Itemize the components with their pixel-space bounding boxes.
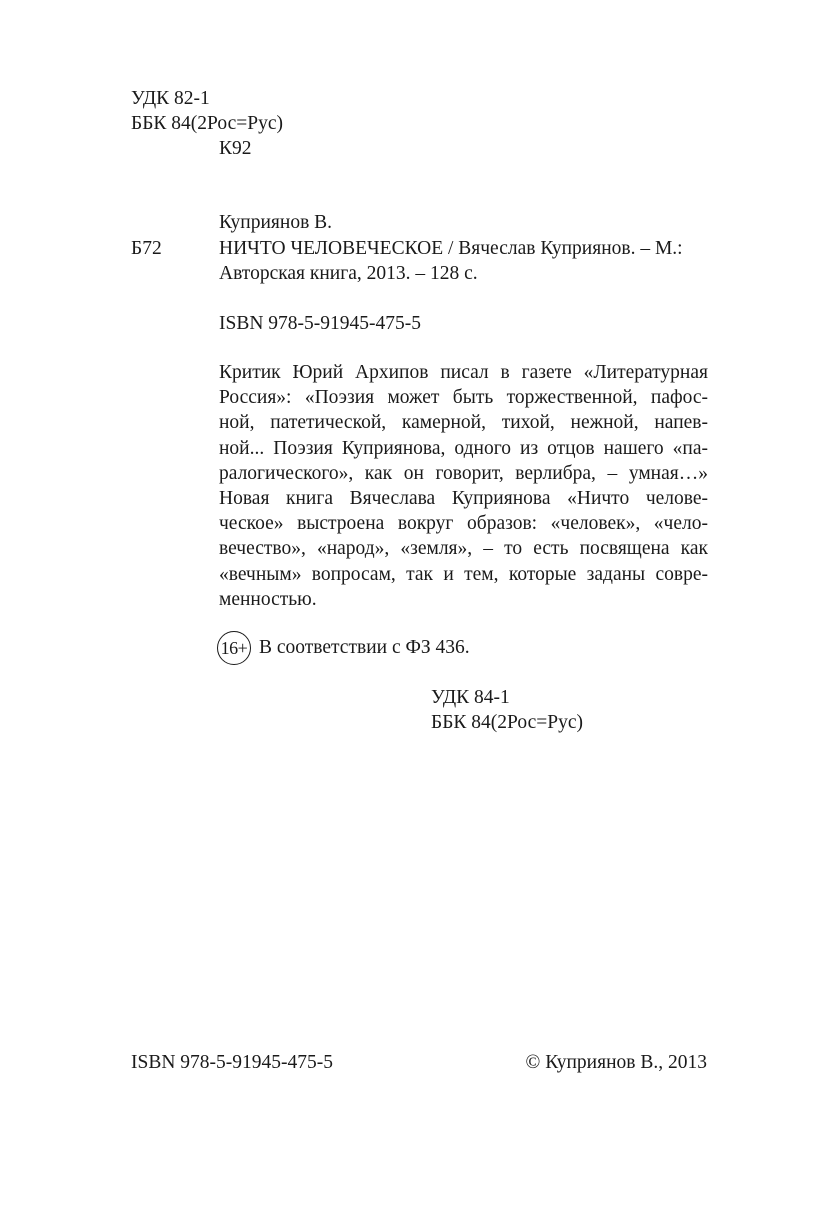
entry-code: Б72 [131, 238, 162, 259]
annotation-line: ной... Поэзия Куприянова, одного из отцов нашего «па- [219, 437, 708, 459]
author-mark: К92 [219, 138, 252, 159]
annotation [219, 360, 708, 612]
bbk-classification: ББК 84(2Рос=Рус) [431, 712, 584, 733]
annotation-line: ческое» выстроена вокруг образов: «человек», «чело- [219, 513, 708, 535]
bbk-header: ББК 84(2Рос=Рус) [131, 113, 284, 134]
udk-classification: УДК 84-1 [431, 687, 510, 708]
annotation-line: вечество», «народ», «земля», – то есть посвящена как [219, 538, 708, 560]
annotation-line: «вечным» вопросам, так и тем, которые заданы совре- [219, 563, 708, 585]
footer-copyright: © Куприянов В., 2013 [525, 1052, 707, 1073]
annotation-line: менностью. [219, 588, 317, 610]
annotation-line: Россия»: «Поэзия может быть торжественной, пафос- [219, 387, 708, 409]
udk-header: УДК 82-1 [131, 88, 210, 109]
age-rating-text: В соответствии с ФЗ 436. [259, 637, 470, 658]
annotation-line: Критик Юрий Архипов писал в газете «Литературная [219, 362, 708, 383]
annotation-line: ралогического», как он говорит, верлибра, – умная…» [219, 462, 708, 484]
entry-isbn: ISBN 978-5-91945-475-5 [219, 313, 422, 334]
footer-isbn: ISBN 978-5-91945-475-5 [131, 1052, 334, 1073]
age-rating [217, 630, 470, 666]
annotation-line: ной, патетической, камерной, тихой, нежной, напев- [219, 412, 708, 434]
entry-author: Куприянов В. [219, 212, 333, 233]
annotation-line: Новая книга Вячеслава Куприянова «Ничто челове- [219, 488, 708, 510]
entry-title-line-1: НИЧТО ЧЕЛОВЕЧЕСКОЕ / Вячеслав Куприянов. – М.: [219, 238, 683, 259]
age-rating-badge: 16+ [217, 631, 251, 665]
entry-title-line-2: Авторская книга, 2013. – 128 с. [219, 263, 478, 284]
